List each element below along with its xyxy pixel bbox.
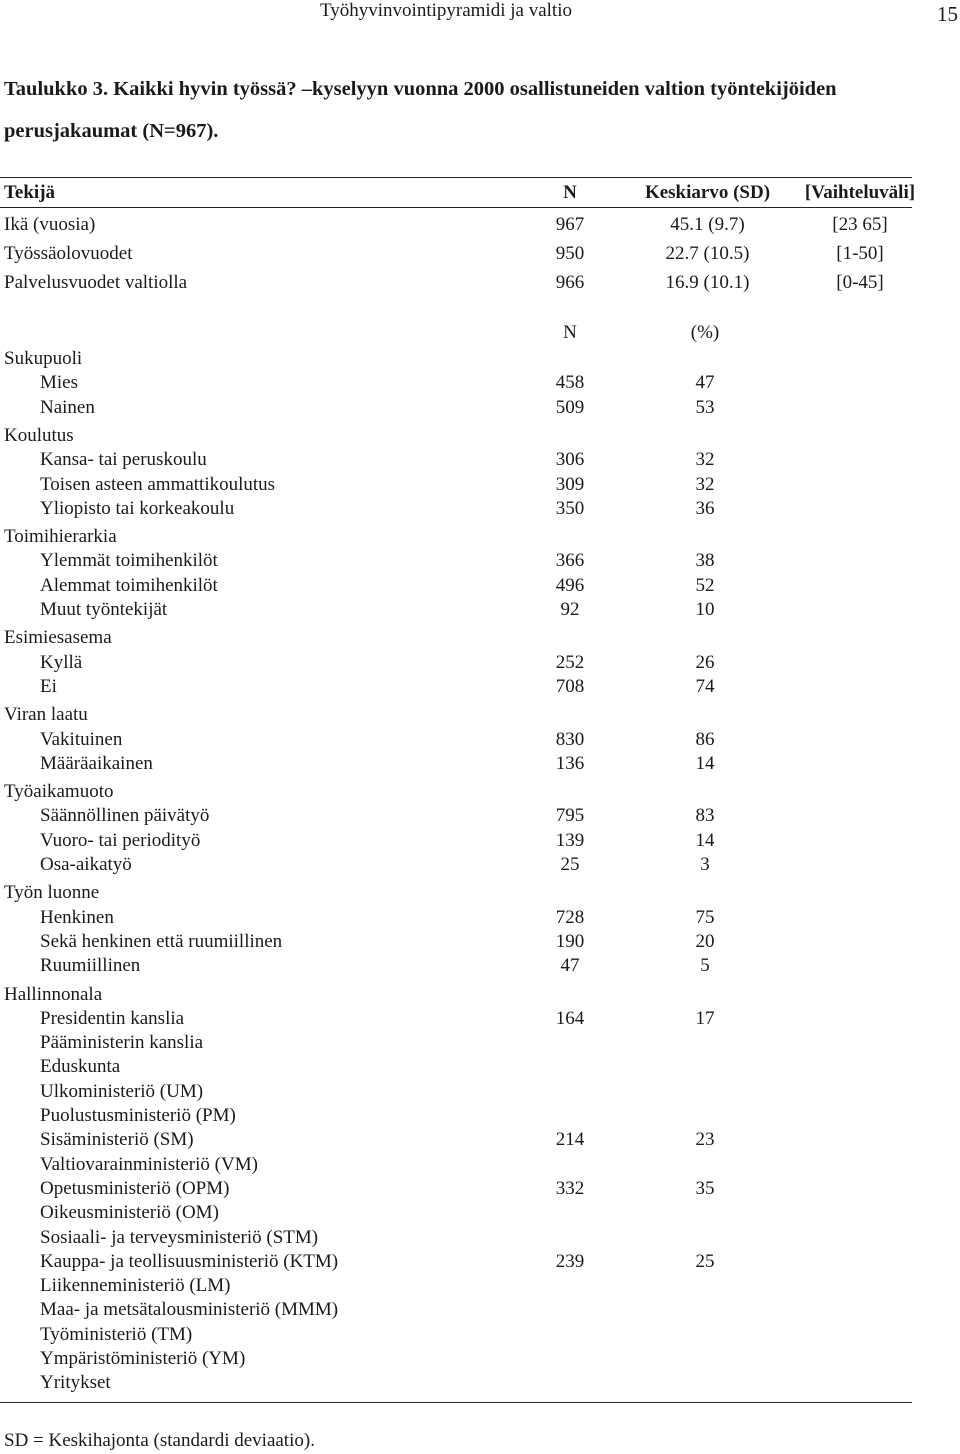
table-row	[0, 1105, 960, 1129]
row-n: 25	[560, 854, 580, 875]
row-n: 366	[555, 550, 585, 572]
row-n: 795	[555, 805, 585, 827]
row-label: Palvelusvuodet valtiolla	[4, 272, 188, 293]
row-range: [1-50]	[836, 243, 884, 264]
table-row	[0, 1275, 960, 1299]
row-range: [23 65]	[832, 214, 888, 235]
row-label: Muut työntekijät	[40, 599, 168, 620]
row-percent: 5	[700, 955, 710, 977]
table-row	[0, 652, 960, 676]
row-percent: 32	[695, 473, 715, 495]
row-label: Valtiovarainministeriö (VM)	[40, 1153, 258, 1175]
table-row	[0, 907, 960, 931]
table-top-rule	[0, 177, 912, 178]
row-label: Ympäristöministeriö (YM)	[40, 1348, 246, 1369]
table-row	[0, 550, 960, 574]
row-percent: 74	[695, 675, 715, 697]
table-row	[0, 243, 960, 267]
row-percent: 25	[695, 1250, 715, 1272]
row-label: Yritykset	[40, 1372, 111, 1394]
header-n-count: N	[563, 322, 577, 343]
table-row	[0, 397, 960, 421]
row-n: 830	[555, 728, 585, 750]
group-heading: Työaikamuoto	[4, 781, 114, 803]
table-row	[0, 854, 960, 878]
row-percent: 53	[695, 396, 715, 418]
group-heading-row	[0, 627, 960, 651]
group-heading-row	[0, 704, 960, 728]
row-n: 252	[555, 651, 585, 673]
group-heading-row	[0, 882, 960, 906]
row-n: 966	[555, 272, 585, 293]
row-n: 728	[555, 906, 585, 928]
row-n: 496	[555, 574, 585, 596]
row-label: Vuoro- tai periodityö	[40, 829, 201, 851]
row-n: 136	[555, 752, 585, 774]
table-row	[0, 1008, 960, 1032]
table-row	[0, 449, 960, 473]
row-percent: 3	[700, 854, 710, 875]
row-label: Työministeriö (TM)	[40, 1323, 193, 1345]
row-n: 332	[555, 1177, 585, 1199]
row-label: Puolustusministeriö (PM)	[40, 1105, 236, 1126]
row-percent: 36	[695, 497, 715, 519]
row-label: Maa- ja metsätalousministeriö (MMM)	[40, 1299, 339, 1321]
table-row	[0, 1324, 960, 1348]
row-label: Nainen	[40, 396, 95, 418]
table-row	[0, 1202, 960, 1226]
row-label: Ylemmät toimihenkilöt	[40, 550, 218, 572]
row-n: 47	[560, 955, 580, 977]
row-mean: 16.9 (10.1)	[665, 272, 750, 293]
group-heading: Esimiesasema	[4, 627, 112, 649]
header-mean: Keskiarvo (SD)	[644, 182, 771, 203]
table-row	[0, 955, 960, 979]
table-row	[0, 599, 960, 623]
row-label: Sisäministeriö (SM)	[40, 1129, 194, 1151]
table-row	[0, 753, 960, 777]
table-row	[0, 676, 960, 700]
table-row	[0, 214, 960, 238]
table-row	[0, 498, 960, 522]
row-n: 458	[555, 372, 585, 394]
group-heading-row	[0, 984, 960, 1008]
page-number: 15	[937, 2, 958, 26]
row-label: Henkinen	[40, 906, 114, 928]
row-label: Ulkoministeriö (UM)	[40, 1080, 204, 1102]
table-row	[0, 1129, 960, 1153]
row-percent: 17	[695, 1007, 715, 1029]
table-row	[0, 1227, 960, 1251]
header-factor: Tekijä	[4, 182, 56, 203]
header-range: [Vaihteluväli]	[804, 182, 916, 203]
table-caption: Taulukko 3. Kaikki hyvin työssä? –kyselyyn vuonna 2000 osallistuneiden valtion työntekijöiden perusjakaumat (N=967).	[4, 78, 837, 142]
group-heading-row	[0, 348, 960, 372]
row-n: 139	[555, 829, 585, 851]
group-heading: Työn luonne	[4, 882, 100, 904]
row-label: Opetusministeriö (OPM)	[40, 1177, 230, 1199]
row-label: Kyllä	[40, 651, 83, 673]
row-label: Sosiaali- ja terveysministeriö (STM)	[40, 1226, 319, 1248]
row-label: Oikeusministeriö (OM)	[40, 1202, 219, 1224]
running-header: Työhyvinvointipyramidi ja valtio	[320, 0, 572, 21]
row-n: 967	[555, 214, 585, 235]
table-row	[0, 272, 960, 296]
table-row	[0, 1299, 960, 1323]
table-row	[0, 1178, 960, 1202]
row-percent: 35	[695, 1177, 715, 1199]
row-n: 509	[555, 396, 585, 418]
row-percent: 75	[695, 906, 715, 928]
row-percent: 10	[695, 599, 715, 620]
row-percent: 14	[695, 829, 715, 851]
row-label: Mies	[40, 372, 78, 394]
row-percent: 47	[695, 372, 715, 394]
table-row	[0, 575, 960, 599]
footnote: SD = Keskihajonta (standardi deviaatio).	[4, 1430, 315, 1451]
row-label: Pääministerin kanslia	[40, 1032, 204, 1054]
table-row	[0, 372, 960, 396]
table-row	[0, 474, 960, 498]
table-row	[0, 805, 960, 829]
row-n: 306	[555, 449, 585, 471]
row-n: 190	[555, 930, 585, 952]
group-heading: Koulutus	[4, 424, 74, 446]
row-n: 350	[555, 497, 585, 519]
row-label: Toisen asteen ammattikoulutus	[40, 473, 276, 495]
row-label: Yliopisto tai korkeakoulu	[40, 497, 235, 519]
row-label: Ei	[40, 675, 57, 697]
row-percent: 20	[695, 930, 715, 952]
group-heading: Viran laatu	[4, 704, 88, 726]
row-label: Eduskunta	[40, 1056, 121, 1078]
row-mean: 22.7 (10.5)	[665, 243, 750, 264]
row-label: Sekä henkinen että ruumiillinen	[40, 930, 283, 952]
row-n: 164	[555, 1007, 585, 1029]
table-row	[0, 1154, 960, 1178]
row-n: 239	[555, 1250, 585, 1272]
row-percent: 38	[695, 550, 715, 572]
row-label: Työssäolovuodet	[4, 243, 133, 264]
row-label: Ikä (vuosia)	[4, 214, 96, 235]
row-n: 950	[555, 243, 585, 264]
table-row	[0, 830, 960, 854]
group-heading-row	[0, 526, 960, 550]
row-percent: 83	[695, 805, 715, 827]
second-header-row	[0, 322, 960, 346]
row-percent: 32	[695, 449, 715, 471]
row-label: Kansa- tai peruskoulu	[40, 449, 207, 471]
group-heading-row	[0, 781, 960, 805]
table-row	[0, 1032, 960, 1056]
row-label: Ruumiillinen	[40, 955, 141, 977]
row-range: [0-45]	[836, 272, 884, 293]
table-bottom-rule	[0, 1402, 912, 1403]
table-row	[0, 1056, 960, 1080]
table-row	[0, 729, 960, 753]
row-percent: 26	[695, 651, 715, 673]
table-header-row	[0, 182, 960, 206]
row-n: 92	[560, 599, 580, 620]
row-n: 214	[555, 1129, 585, 1151]
row-percent: 52	[695, 574, 715, 596]
row-label: Määräaikainen	[40, 752, 153, 774]
row-n: 309	[555, 473, 585, 495]
row-label: Liikenneministeriö (LM)	[40, 1275, 231, 1297]
group-heading: Sukupuoli	[4, 348, 83, 369]
row-label: Presidentin kanslia	[40, 1007, 185, 1029]
row-label: Säännöllinen päivätyö	[40, 805, 210, 827]
row-label: Kauppa- ja teollisuusministeriö (KTM)	[40, 1250, 339, 1272]
row-percent: 14	[695, 752, 715, 774]
row-percent: 23	[695, 1129, 715, 1151]
row-label: Alemmat toimihenkilöt	[40, 574, 218, 596]
row-percent: 86	[695, 728, 715, 750]
row-label: Vakituinen	[40, 728, 123, 750]
header-n: N	[563, 182, 577, 203]
table-row	[0, 1251, 960, 1275]
row-n: 708	[555, 675, 585, 697]
group-heading: Toimihierarkia	[4, 526, 117, 548]
table-row	[0, 1081, 960, 1105]
header-percent: (%)	[690, 322, 720, 343]
group-heading: Hallinnonala	[4, 983, 103, 1005]
table-row	[0, 931, 960, 955]
row-mean: 45.1 (9.7)	[670, 214, 745, 235]
table-header-rule	[0, 207, 912, 208]
row-label: Osa-aikatyö	[40, 854, 132, 875]
table-row	[0, 1348, 960, 1372]
group-heading-row	[0, 425, 960, 449]
table-row	[0, 1372, 960, 1396]
